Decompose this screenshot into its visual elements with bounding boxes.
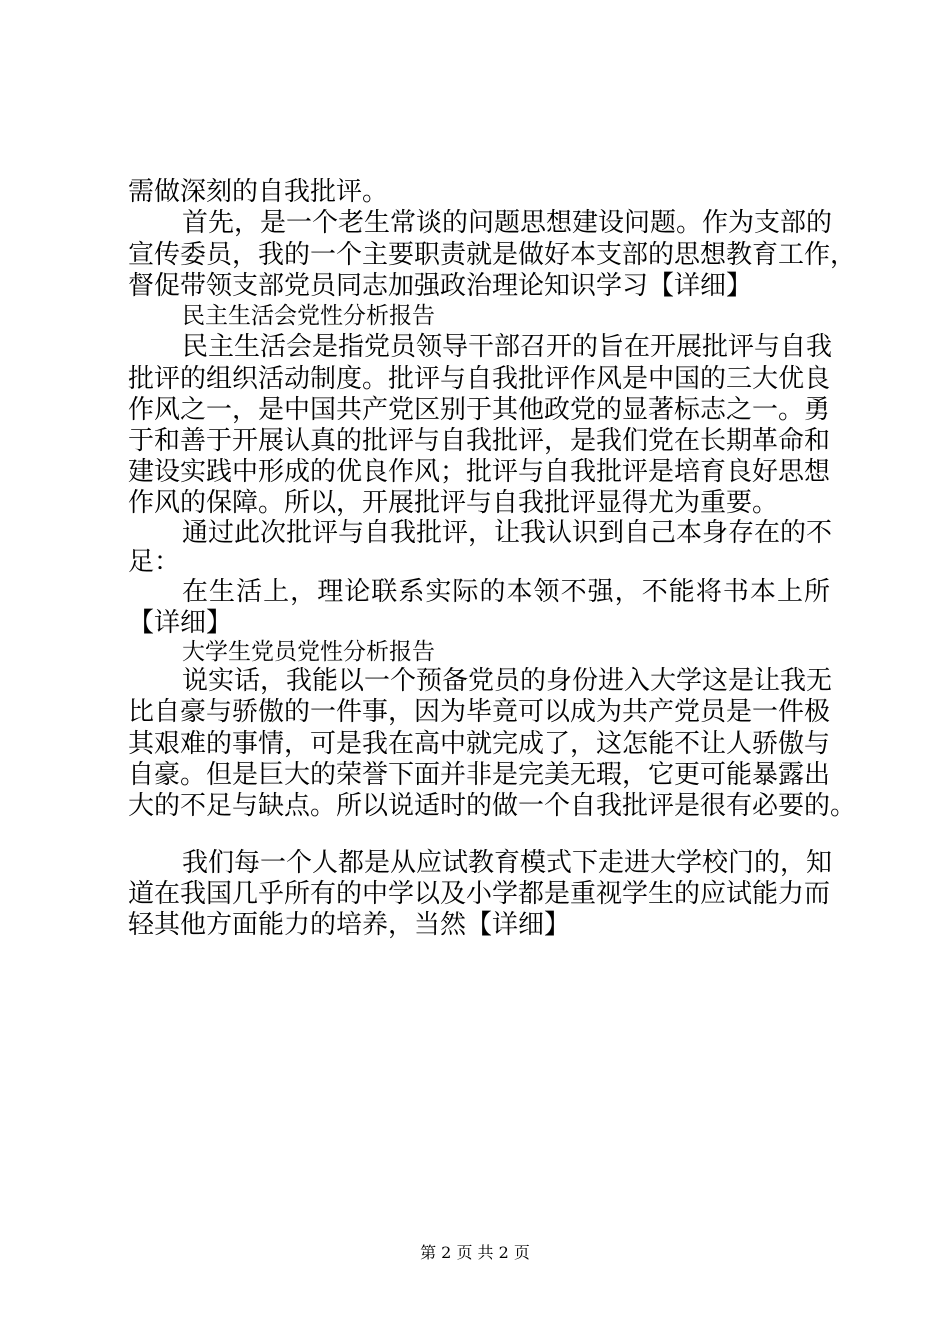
text-line: 足： bbox=[128, 547, 181, 577]
text-line: 其艰难的事情，可是我在高中就完成了，这怎能不让人骄傲与 bbox=[128, 729, 831, 759]
text-line: 说实话，我能以一个预备党员的身份进入大学这是让我无 bbox=[182, 666, 833, 696]
text-line: 轻其他方面能力的培养，当然【详细】 bbox=[128, 910, 571, 940]
text-line: 民主生活会是指党员领导干部召开的旨在开展批评与自我 bbox=[182, 332, 833, 362]
text-line: 需做深刻的自我批评。 bbox=[128, 177, 389, 207]
page-footer: 第 2 页 共 2 页 bbox=[420, 1243, 530, 1262]
text-line: 宣传委员，我的一个主要职责就是做好本支部的思想教育工作， bbox=[128, 240, 857, 270]
text-line: 大的不足与缺点。所以说适时的做一个自我批评是很有必要的。 bbox=[128, 791, 857, 821]
text-line: 于和善于开展认真的批评与自我批评，是我们党在长期革命和 bbox=[128, 426, 831, 456]
text-line: 督促带领支部党员同志加强政治理论知识学习【详细】 bbox=[128, 271, 753, 301]
text-line: 建设实践中形成的优良作风；批评与自我批评是培育良好思想 bbox=[128, 457, 831, 487]
text-line: 比自豪与骄傲的一件事，因为毕竟可以成为共产党员是一件极 bbox=[128, 697, 831, 727]
section-heading: 民主生活会党性分析报告 bbox=[182, 303, 435, 329]
text-line: 作风之一，是中国共产党区别于其他政党的显著标志之一。勇 bbox=[128, 395, 831, 425]
section-heading: 大学生党员党性分析报告 bbox=[182, 639, 435, 665]
text-line: 批评的组织活动制度。批评与自我批评作风是中国的三大优良 bbox=[128, 364, 831, 394]
text-line: 作风的保障。所以，开展批评与自我批评显得尤为重要。 bbox=[128, 488, 779, 518]
text-line: 自豪。但是巨大的荣誉下面并非是完美无瑕，它更可能暴露出 bbox=[128, 760, 831, 790]
text-line: 道在我国几乎所有的中学以及小学都是重视学生的应试能力而 bbox=[128, 879, 831, 909]
text-line: 我们每一个人都是从应试教育模式下走进大学校门的，知 bbox=[182, 848, 833, 878]
text-line: 【详细】 bbox=[128, 608, 233, 638]
text-line: 通过此次批评与自我批评，让我认识到自己本身存在的不 bbox=[182, 518, 833, 548]
text-line: 首先，是一个老生常谈的问题思想建设问题。作为支部的 bbox=[182, 208, 833, 238]
text-line: 在生活上，理论联系实际的本领不强，不能将书本上所 bbox=[182, 577, 830, 607]
